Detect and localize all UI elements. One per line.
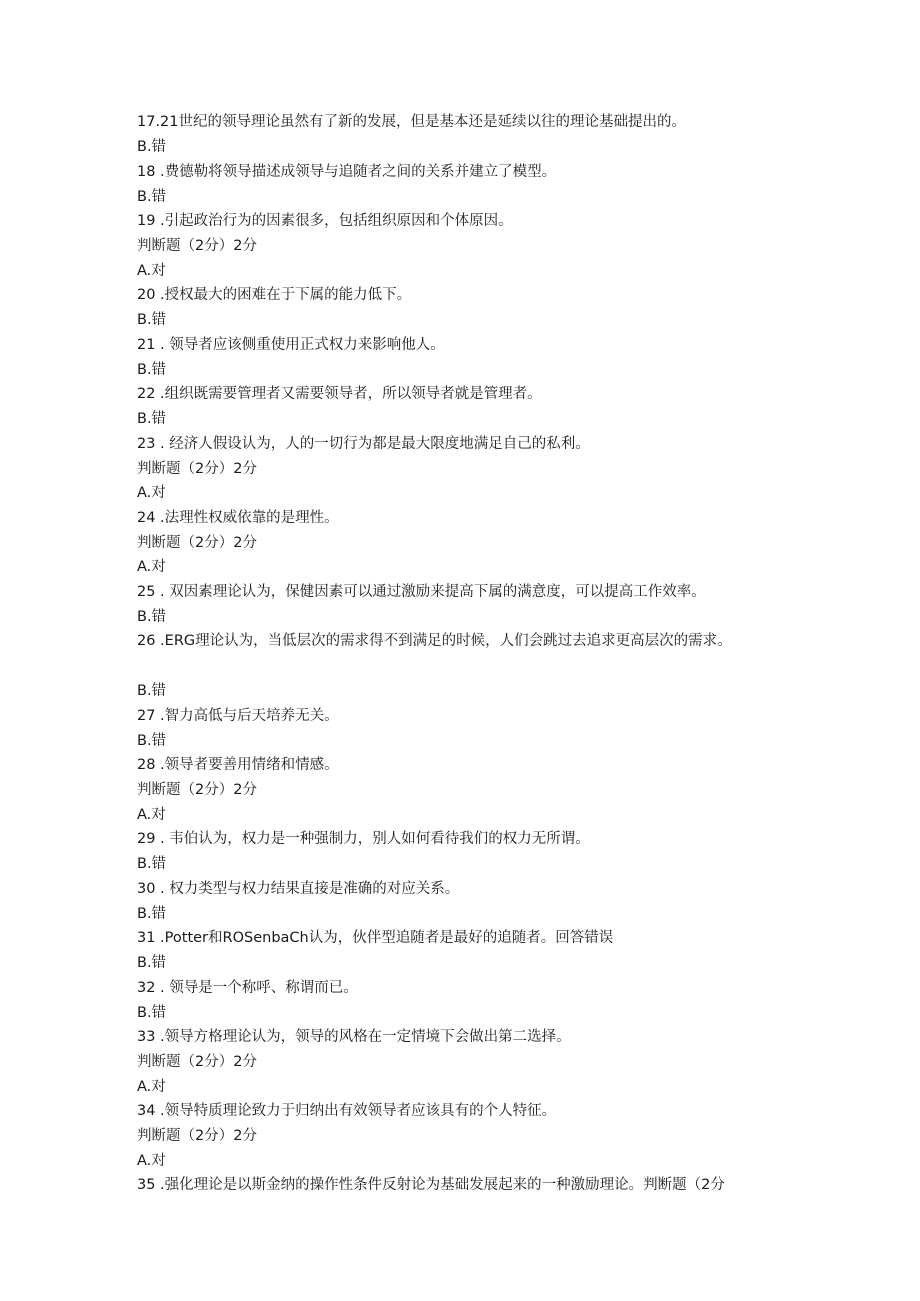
question-17: 17.21世纪的领导理论虽然有了新的发展，但是基本还是延续以往的理论基础提出的。: [137, 114, 687, 130]
question-33: 33 .领导方格理论认为，领导的风格在一定情境下会做出第二选择。: [137, 1029, 571, 1045]
answer-30: B.错: [137, 905, 167, 922]
score-24: 判断题（2分）2分: [137, 534, 257, 551]
answer-26: B.错: [137, 683, 167, 699]
question-34: 34 .领导特质理论致力于归纳出有效领导者应该具有的个人特征。: [137, 1103, 557, 1119]
score-34: 判断题（2分）2分: [137, 1128, 257, 1144]
question-20: 20 .授权最大的困难在于下属的能力低下。: [137, 287, 412, 303]
question-list: [137, 110, 797, 1198]
answer-24: A.对: [137, 559, 166, 575]
question-26: 26 .ERG理论认为，当低层次的需求得不到满足的时候，人们会跳过去追求更高层次的需求。: [137, 633, 732, 649]
question-24: 24 .法理性权威依靠的是理性。: [137, 509, 339, 526]
question-28: 28 .领导者要善用情绪和情感。: [137, 757, 339, 773]
score-33: 判断题（2分）2分: [137, 1054, 257, 1070]
answer-29: B.错: [137, 856, 167, 872]
question-32: 32 . 领导是一个称呼、称谓而已。: [137, 979, 358, 996]
question-23: 23 . 经济人假设认为，人的一切行为都是最大限度地满足自己的私利。: [137, 435, 590, 452]
question-21: 21 . 领导者应该侧重使用正式权力来影响他人。: [137, 336, 445, 353]
question-35: 35 .强化理论是以斯金纳的操作性条件反射论为基础发展起来的一种激励理论。判断题（2分: [137, 1177, 725, 1193]
question-22: 22 .组织既需要管理者又需要领导者，所以领导者就是管理者。: [137, 386, 542, 402]
answer-28: A.对: [137, 806, 166, 823]
question-19: 19 .引起政治行为的因素很多，包括组织原因和个体原因。: [137, 213, 513, 229]
answer-22: B.错: [137, 411, 167, 427]
answer-23: A.对: [137, 485, 166, 501]
answer-18: B.错: [137, 188, 167, 205]
question-29: 29 . 韦伯认为，权力是一种强制力，别人如何看待我们的权力无所谓。: [137, 831, 590, 847]
answer-21: B.错: [137, 361, 167, 378]
score-28: 判断题（2分）2分: [137, 782, 257, 798]
answer-31: B.错: [137, 955, 167, 971]
question-27: 27 .智力高低与后天培养无关。: [137, 707, 339, 724]
answer-20: B.错: [137, 312, 167, 328]
answer-32: B.错: [137, 1004, 167, 1021]
score-19: 判断题（2分）2分: [137, 238, 257, 254]
answer-27: B.错: [137, 732, 167, 749]
question-31: 31 .Potter和ROSenbaCh认为，伙伴型追随者是最好的追随者。回答错误: [137, 930, 614, 946]
answer-25: B.错: [137, 608, 167, 625]
answer-33: A.对: [137, 1078, 166, 1095]
question-18: 18 .费德勒将领导描述成领导与追随者之间的关系并建立了模型。: [137, 163, 557, 180]
answer-34: A.对: [137, 1152, 166, 1169]
answer-17: B.错: [137, 139, 167, 155]
question-30: 30 . 权力类型与权力结果直接是准确的对应关系。: [137, 880, 460, 897]
answer-19: A.对: [137, 262, 166, 279]
question-25: 25 . 双因素理论认为，保健因素可以通过激励来提高下属的满意度，可以提高工作效率。: [137, 583, 706, 600]
score-23: 判断题（2分）2分: [137, 460, 257, 477]
